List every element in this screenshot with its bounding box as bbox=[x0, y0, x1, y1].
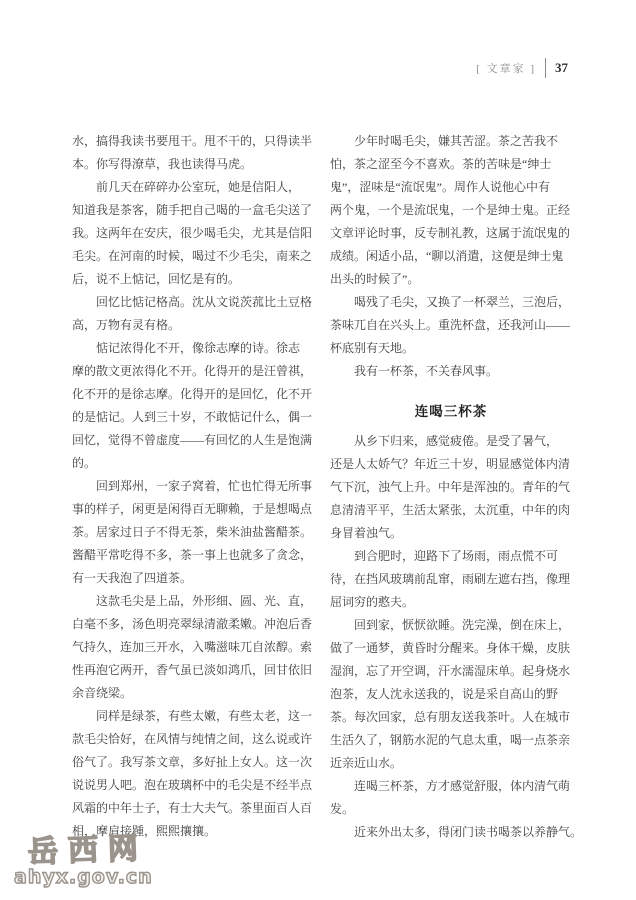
text-line: 回忆比惦记格高。沈从文说茨菰比土豆格 bbox=[72, 295, 313, 309]
text-line: 摩的散文更浓得化不开。化得开的是汪曾祺， bbox=[72, 364, 313, 378]
text-line: 鬼”，涩味是“流氓鬼”。周作人说他心中有 bbox=[330, 180, 550, 194]
text-line: 回到家，恹恹欲睡。洗完澡，倒在床上， bbox=[330, 618, 571, 632]
text-line: 近来外出太多，得闭门读书喝茶以养静气。 bbox=[330, 825, 583, 839]
header-divider bbox=[545, 58, 546, 78]
text-line: 的。 bbox=[72, 456, 97, 470]
text-line: 酱醋平常吃得不多，茶一事上也就多了贪念， bbox=[72, 548, 313, 562]
text-line: 泡茶，友人沈永送我的，说是采自高山的野 bbox=[330, 687, 559, 701]
text-line: 近亲近山水。 bbox=[330, 756, 403, 770]
text-line: 茶。每次回家，总有朋友送我茶叶。人在城市 bbox=[330, 710, 571, 724]
running-head bbox=[476, 58, 568, 78]
text-line: 后，说不上惦记，回忆是有的。 bbox=[72, 272, 241, 286]
text-line: 做了一通梦，黄昏时分醒来。身体干燥，皮肤 bbox=[330, 641, 571, 655]
text-line: 化不开的是徐志摩。化得开的是回忆，化不开 bbox=[72, 387, 313, 401]
text-line: 本。你写得潦草，我也读得马虎。 bbox=[72, 157, 253, 171]
text-line: 相，摩肩接踵，熙熙攘攘。 bbox=[72, 824, 217, 838]
watermark-site-name: 岳西网 bbox=[27, 830, 149, 871]
text-line: 俗气了。我写茶文章，多好扯上女人。这一次 bbox=[72, 755, 313, 769]
text-line: 余音绕梁。 bbox=[72, 686, 133, 700]
text-line: 我有一杯茶，不关春风事。 bbox=[330, 364, 499, 378]
text-line: 从乡下归来，感觉疲倦。是受了暑气， bbox=[330, 434, 559, 448]
right-column-part2 bbox=[330, 430, 583, 844]
text-line: 性再泡它两开，香气虽已淡如鸿爪，回甘依旧 bbox=[72, 663, 313, 677]
text-line: 毛尖。在河南的时候，喝过不少毛尖，南来之 bbox=[72, 249, 313, 263]
watermark bbox=[14, 830, 153, 888]
text-line: 文章评论时事，反专制礼教，这属于流氓鬼的 bbox=[330, 226, 571, 240]
text-line: 待，在挡风玻璃前乱窜，雨刷左遮右挡，像理 bbox=[330, 572, 571, 586]
text-line: 怕，茶之涩至今不喜欢。茶的苦味是“绅士 bbox=[330, 157, 552, 171]
text-line: 同样是绿茶，有些太嫩，有些太老，这一 bbox=[72, 709, 313, 723]
text-line: 成绩。闲适小品，“聊以消遣，这便是绅士鬼 bbox=[330, 249, 564, 263]
text-line: 事的样子，闲更是闲得百无聊赖，于是想喝点 bbox=[72, 502, 313, 516]
page-number: 37 bbox=[555, 60, 568, 75]
left-column bbox=[72, 130, 314, 843]
text-line: 出头的时候了”。 bbox=[330, 272, 420, 286]
text-line: 屈词穷的憨夫。 bbox=[330, 595, 415, 609]
text-line: 少年时喝毛尖，嫌其苦涩。茶之苦我不 bbox=[330, 134, 559, 148]
right-column-part1 bbox=[330, 130, 572, 383]
text-line: 湿润，忘了开空调，汗水濡湿床单。起身烧水 bbox=[330, 664, 571, 678]
text-line: 息清清平平，生活太紧张，太沉重，中年的肉 bbox=[330, 503, 571, 517]
text-line: 高，万物有灵有格。 bbox=[72, 318, 181, 332]
text-line: 款毛尖恰好，在风情与纯情之间，这么说或许 bbox=[72, 732, 313, 746]
text-line: 气下沉，浊气上升。中年是浑浊的。青年的气 bbox=[330, 480, 571, 494]
text-line: 气持久，连加三开水，入嘴滋味兀自浓醇。索 bbox=[72, 640, 313, 654]
text-line: 茶。居家过日子不得无茶，柴米油盐酱醋茶。 bbox=[72, 525, 313, 539]
watermark-site-url: ahyx.gov.cn bbox=[14, 866, 153, 888]
text-line: 发。 bbox=[330, 802, 355, 816]
text-line: 说说男人吧。泡在玻璃杯中的毛尖是不经半点 bbox=[72, 778, 313, 792]
section-heading: 连喝三杯茶 bbox=[414, 404, 488, 419]
text-line: 连喝三杯茶，方才感觉舒服，体内清气萌 bbox=[330, 779, 571, 793]
text-line: 生活久了，钢筋水泥的气息太重，喝一点茶亲 bbox=[330, 733, 571, 747]
text-line: 知道我是茶客，随手把自己喝的一盒毛尖送了 bbox=[72, 203, 313, 217]
text-line: 的是惦记。人到三十岁，不敢惦记什么，偶一 bbox=[72, 410, 313, 424]
text-line: 身冒着浊气。 bbox=[330, 526, 403, 540]
section-label: [ 文章家 ] bbox=[476, 63, 536, 75]
text-line: 风霜的中年士子，有士大夫气。茶里面百人百 bbox=[72, 801, 313, 815]
text-line: 前几天在碎碎办公室玩，她是信阳人， bbox=[72, 180, 301, 194]
text-line: 我。这两年在安庆，很少喝毛尖，尤其是信阳 bbox=[72, 226, 313, 240]
text-line: 这款毛尖是上品，外形细、圆、光、直， bbox=[72, 594, 313, 608]
text-line: 水，搞得我读书要甩干。甩不干的，只得读半 bbox=[72, 134, 313, 148]
text-line: 茶味兀自在兴头上。重洗杯盘，还我河山—— bbox=[330, 318, 571, 332]
text-line: 白毫不多，汤色明亮翠绿清澈柔嫩。冲泡后香 bbox=[72, 617, 313, 631]
text-line: 杯底别有天地。 bbox=[330, 341, 415, 355]
text-line: 到合肥时，迎路下了场雨，雨点慌不可 bbox=[330, 549, 559, 563]
text-line: 喝残了毛尖，又换了一杯翠兰，三泡后， bbox=[330, 295, 571, 309]
text-line: 有一天我泡了四道茶。 bbox=[72, 571, 193, 585]
text-line: 回到郑州，一家子窝着，忙也忙得无所事 bbox=[72, 479, 313, 493]
right-column bbox=[330, 130, 583, 844]
text-line: 还是人太娇气？年近三十岁，明显感觉体内清 bbox=[330, 457, 571, 471]
text-line: 惦记浓得化不开，像徐志摩的诗。徐志 bbox=[72, 341, 301, 355]
text-line: 两个鬼，一个是流氓鬼，一个是绅士鬼。正经 bbox=[330, 203, 571, 217]
text-line: 回忆，觉得不曾虚度——有回忆的人生是饱满 bbox=[72, 433, 313, 447]
